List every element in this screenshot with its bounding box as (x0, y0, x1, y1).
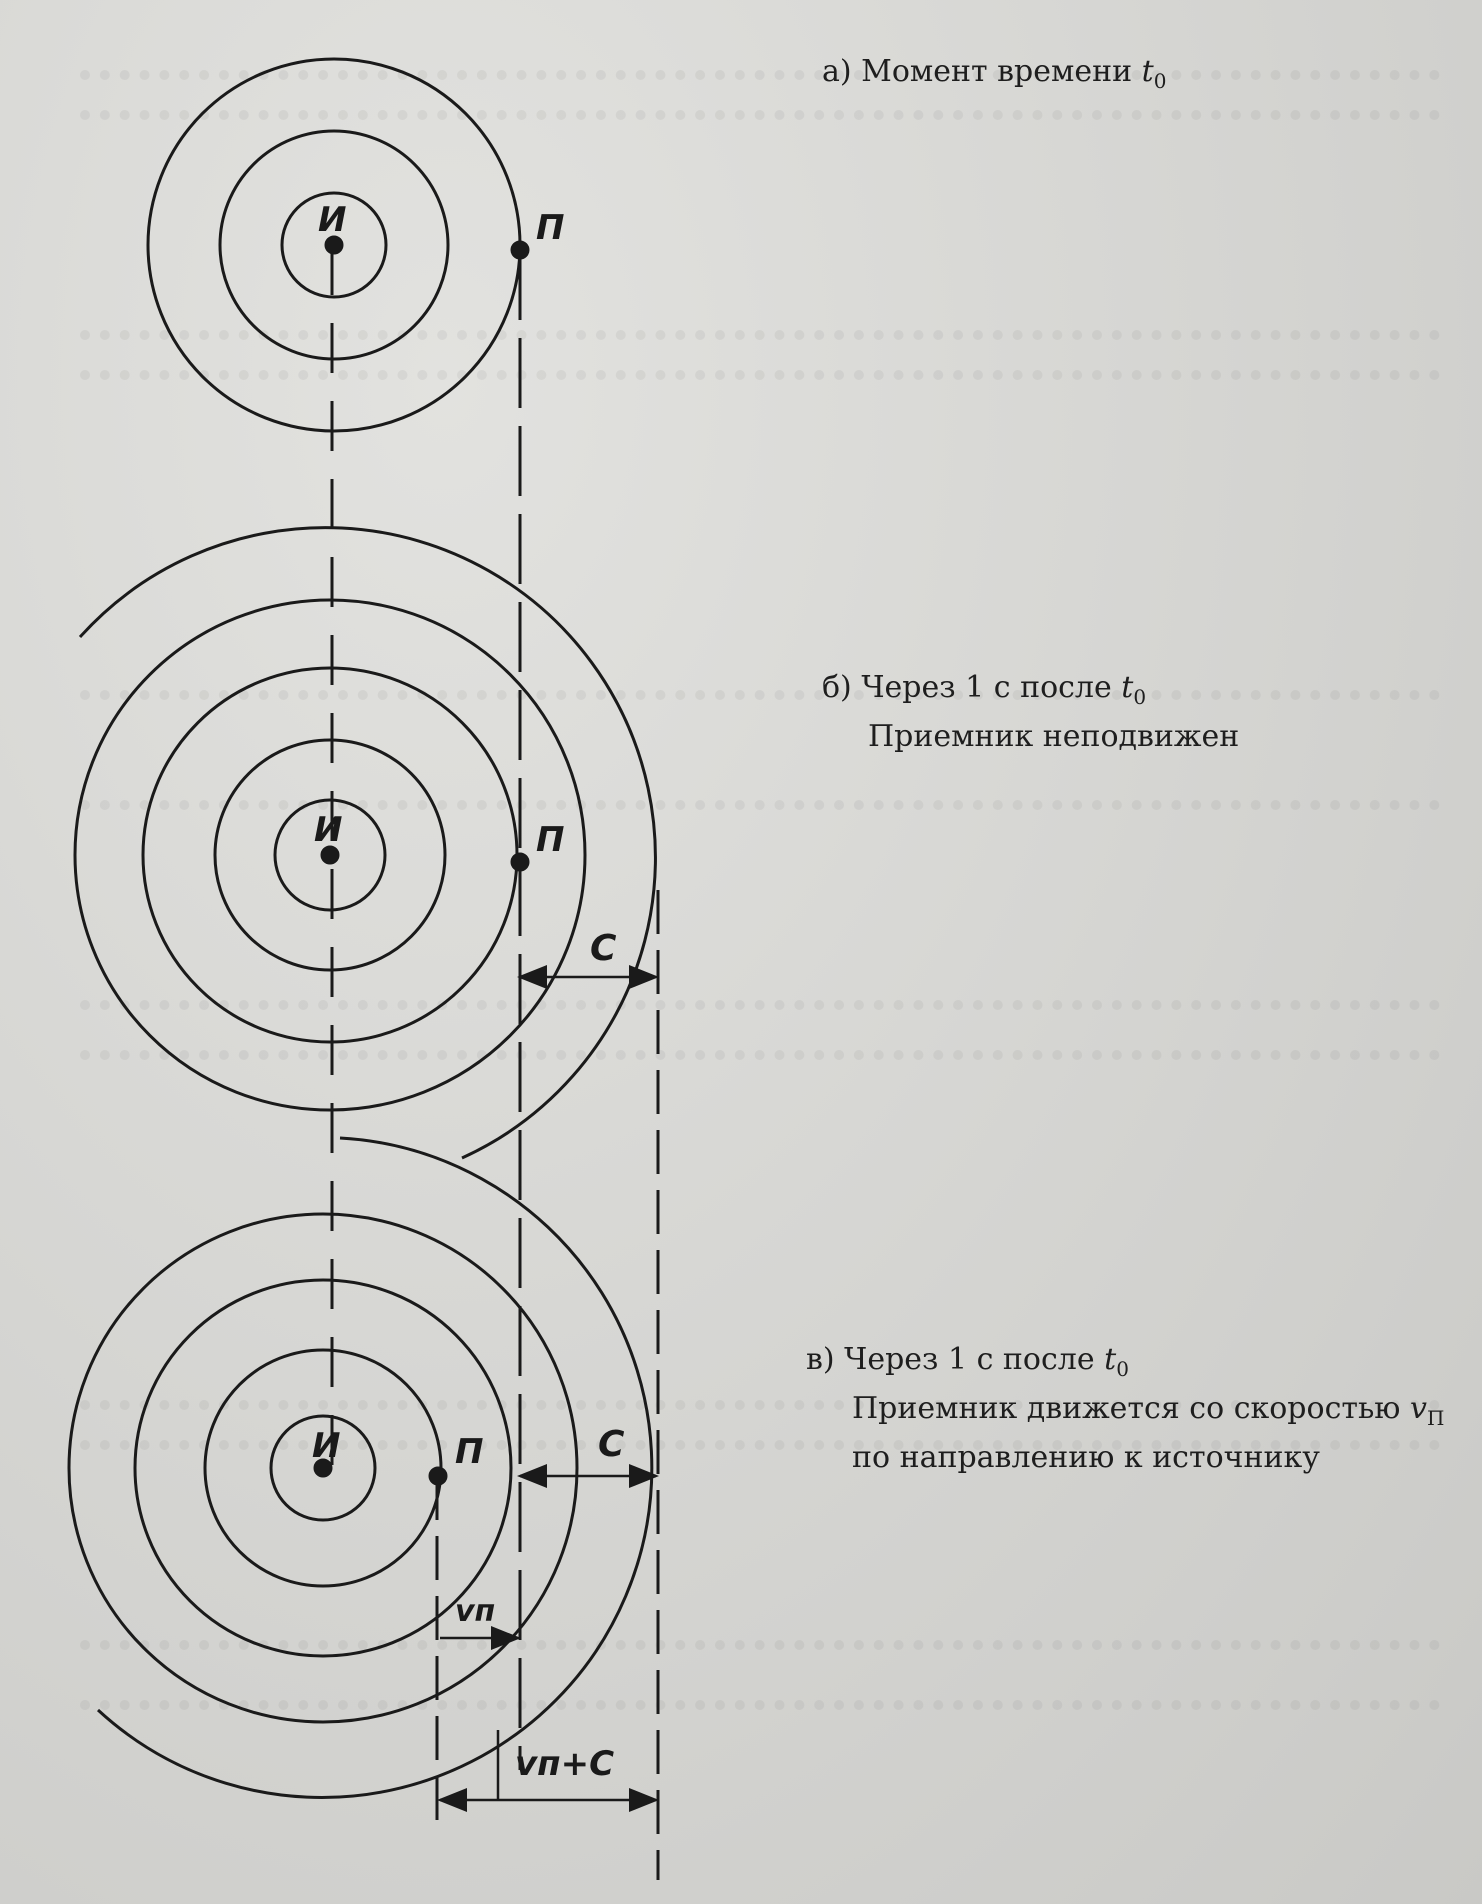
caption-c-t-sub: 0 (1116, 1357, 1129, 1381)
panel-b-wavefronts (75, 528, 655, 1158)
source-label-a: И (318, 200, 347, 240)
caption-c-v: v (1409, 1391, 1427, 1426)
c-label-b: C (590, 928, 617, 969)
caption-b-prefix: б) (822, 670, 852, 705)
source-label-b: И (314, 810, 343, 850)
receiver-label-a: П (536, 208, 565, 248)
caption-b-t-sub: 0 (1133, 685, 1147, 709)
c-label-c: C (598, 1424, 625, 1465)
caption-a-t-sub: 0 (1153, 69, 1167, 93)
source-label-c: И (312, 1426, 341, 1466)
caption-c-text: Через 1 с после (844, 1342, 1095, 1377)
caption-b-text: Через 1 с после (861, 670, 1112, 705)
caption-b (822, 668, 1239, 757)
wavefront-outer-arc (80, 528, 655, 1158)
caption-a-text: Момент времени (861, 54, 1133, 89)
caption-b-line2: Приемник неподвижен (868, 719, 1240, 754)
receiver-label-b: П (536, 820, 565, 860)
caption-c-line2: Приемник движется со скоростью (852, 1391, 1401, 1426)
caption-b-t: t (1121, 670, 1134, 705)
caption-c-v-sub: П (1426, 1406, 1445, 1430)
caption-a-t: t (1141, 54, 1154, 89)
caption-c-prefix: в) (806, 1342, 835, 1377)
caption-c-t: t (1104, 1342, 1117, 1377)
caption-a (822, 52, 1166, 101)
panel-c-wavefronts (69, 1138, 652, 1797)
caption-a-prefix: а) (822, 54, 852, 89)
caption-c (806, 1340, 1444, 1478)
vp-label: vп (455, 1594, 496, 1629)
caption-c-line3: по направлению к источнику (852, 1440, 1320, 1475)
receiver-label-c: П (455, 1432, 484, 1472)
vp-plus-c-label: vп+C (515, 1744, 615, 1784)
